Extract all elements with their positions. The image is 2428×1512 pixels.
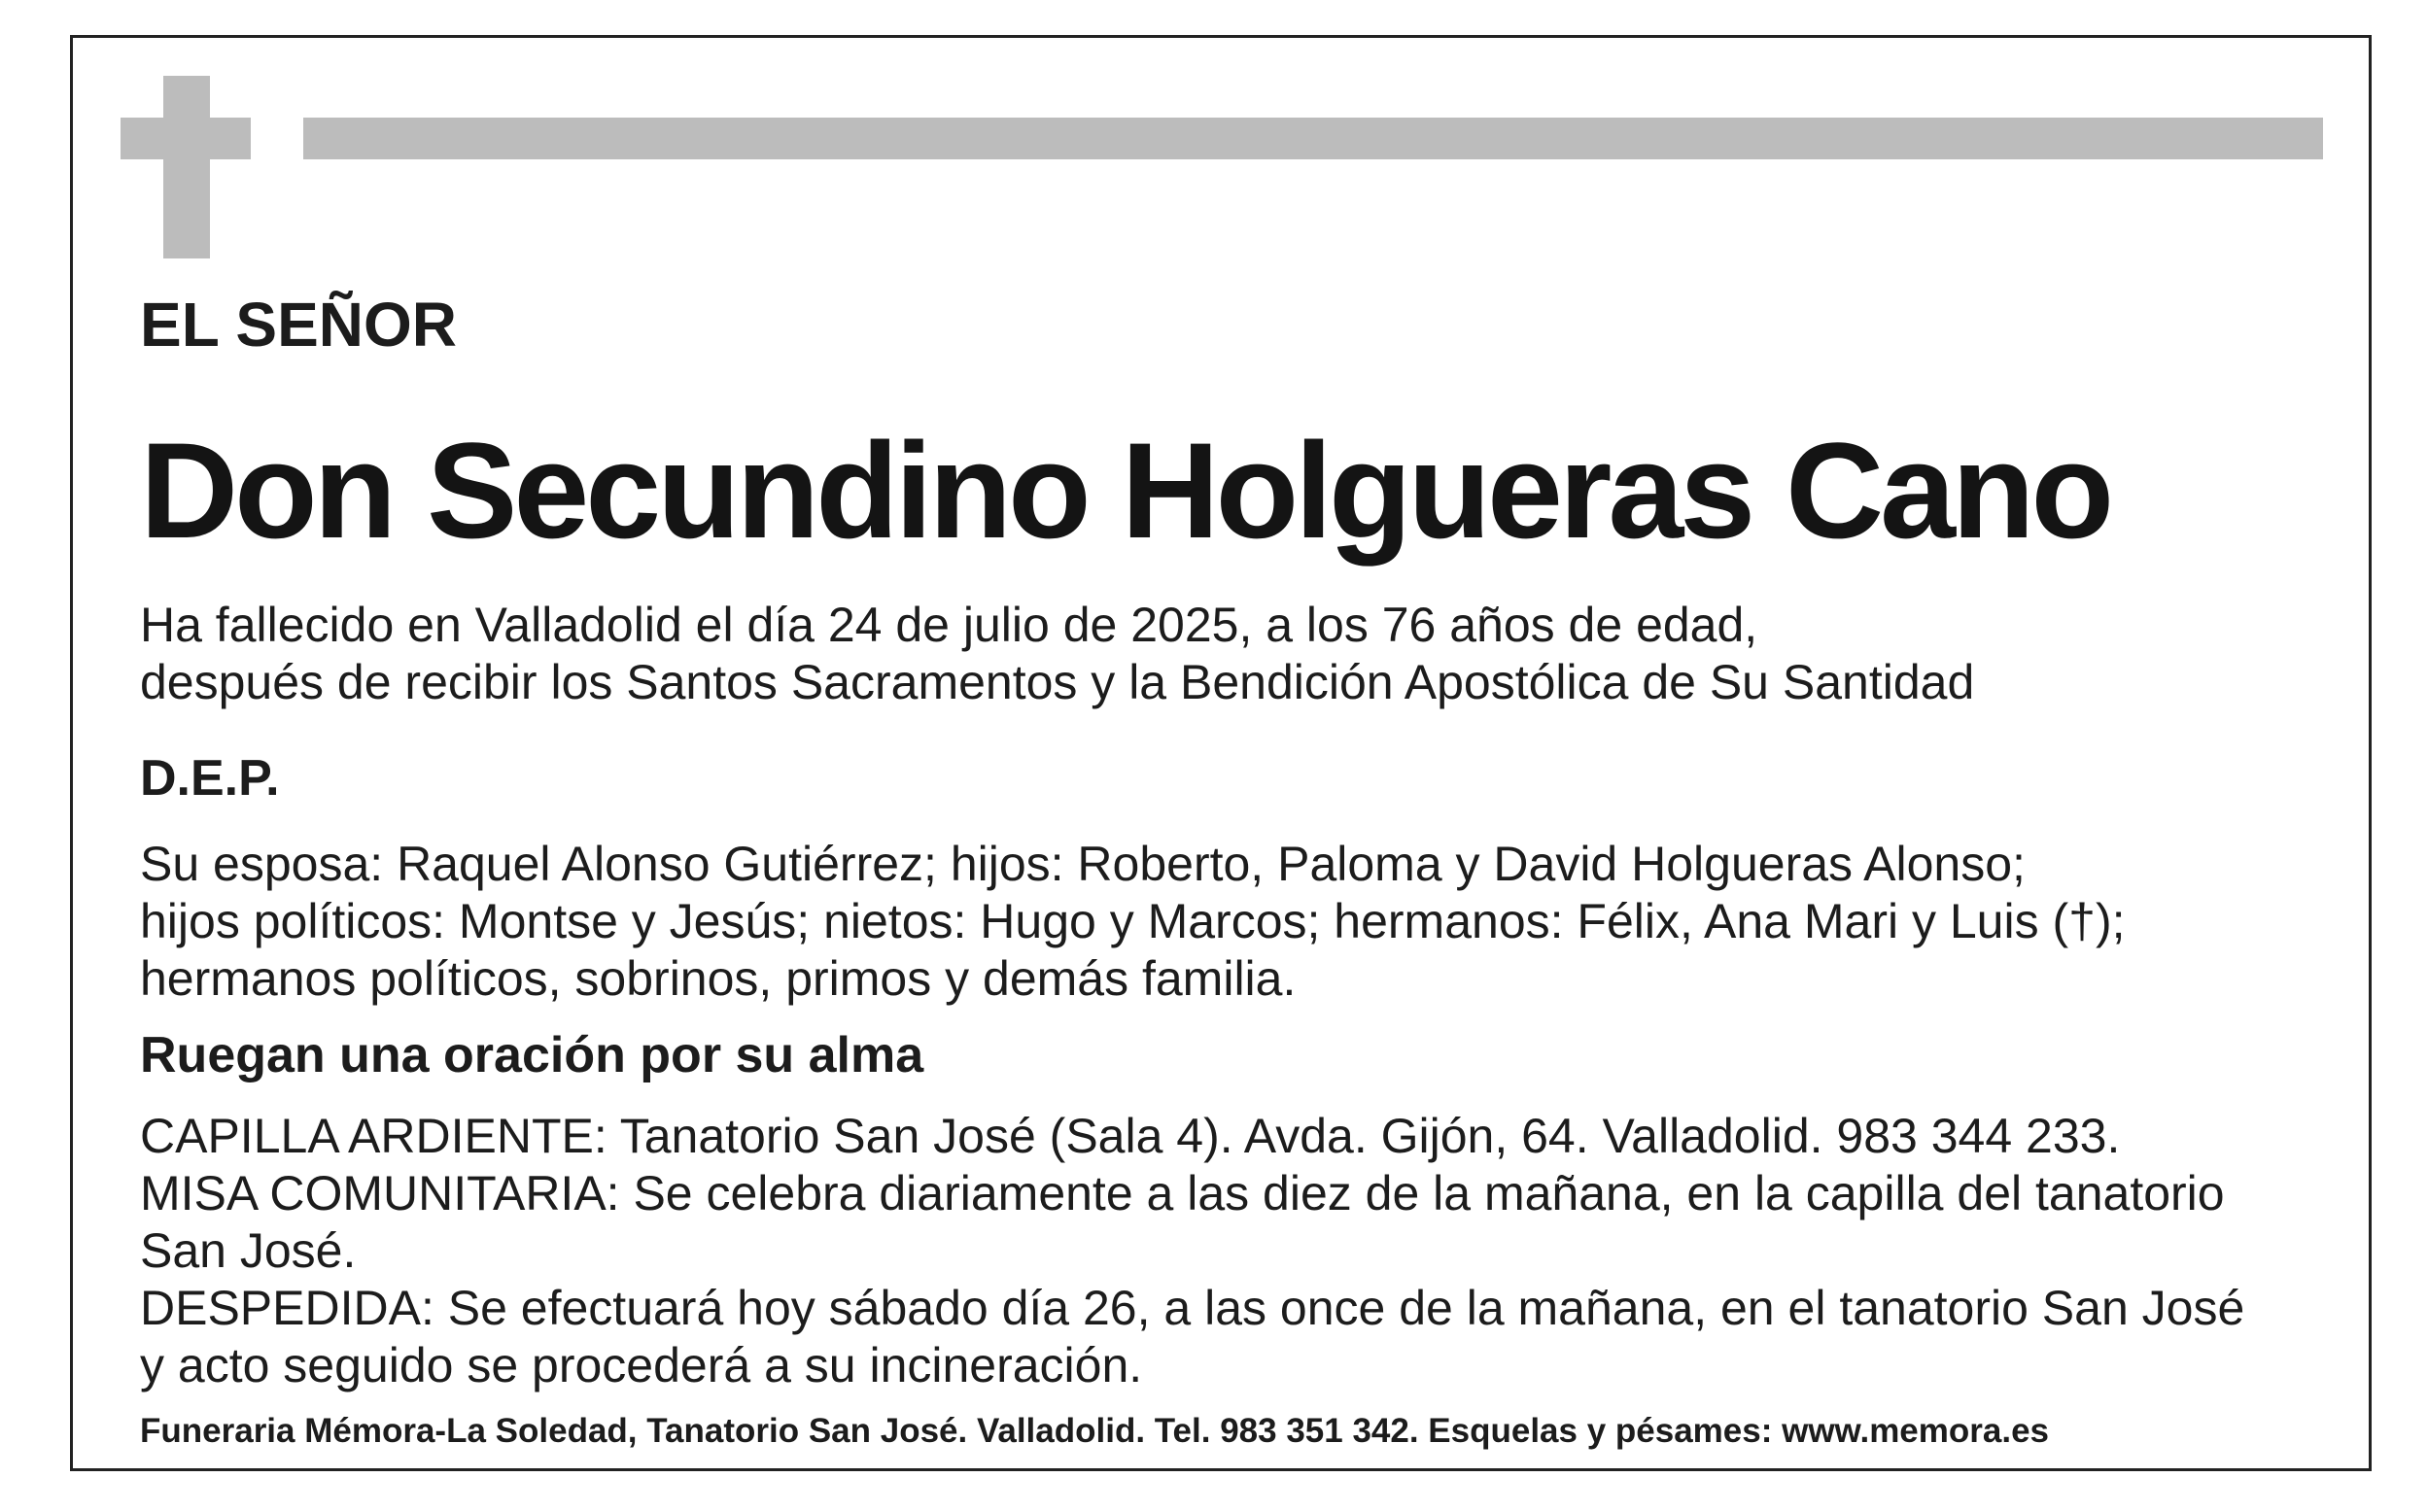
- death-line: después de recibir los Santos Sacramentos y la Bendición Apostólica de Su Santidad: [140, 655, 1975, 709]
- dep-label: D.E.P.: [140, 750, 280, 807]
- cross-icon-arm: [121, 118, 251, 159]
- family-list: [140, 836, 2125, 1008]
- funeral-home-footer: Funeraria Mémora-La Soledad, Tanatorio San José. Valladolid. Tel. 983 351 342. Esquelas y pésames: www.memora.es: [140, 1412, 2050, 1450]
- services-info: [140, 1108, 2244, 1394]
- services-line: CAPILLA ARDIENTE: Tanatorio San José (Sala 4). Avda. Gijón, 64. Valladolid. 983 344 233.: [140, 1109, 2121, 1163]
- death-announcement: [140, 597, 1974, 711]
- family-line: hermanos políticos, sobrinos, primos y demás familia.: [140, 951, 1297, 1006]
- family-line: Su esposa: Raquel Alonso Gutiérrez; hijos: Roberto, Paloma y David Holgueras Alonso;: [140, 837, 2026, 891]
- death-line: Ha fallecido en Valladolid el día 24 de julio de 2025, a los 76 años de edad,: [140, 598, 1758, 652]
- services-line: y acto seguido se procederá a su incineración.: [140, 1338, 1143, 1392]
- deceased-name: Don Secundino Holgueras Cano: [140, 414, 2111, 567]
- services-line: San José.: [140, 1223, 357, 1278]
- family-line: hijos políticos: Montse y Jesús; nietos: Hugo y Marcos; hermanos: Félix, Ana Mari y Luis (†);: [140, 894, 2126, 948]
- header-rule: [303, 118, 2323, 159]
- cross-icon: [163, 76, 210, 258]
- services-line: DESPEDIDA: Se efectuará hoy sábado día 26, a las once de la mañana, en el tanatorio San José: [140, 1281, 2245, 1335]
- prayer-request: Ruegan una oración por su alma: [140, 1027, 924, 1083]
- services-line: MISA COMUNITARIA: Se celebra diariamente a las diez de la mañana, en la capilla del tanatorio: [140, 1166, 2225, 1220]
- honorific: EL SEÑOR: [140, 290, 457, 360]
